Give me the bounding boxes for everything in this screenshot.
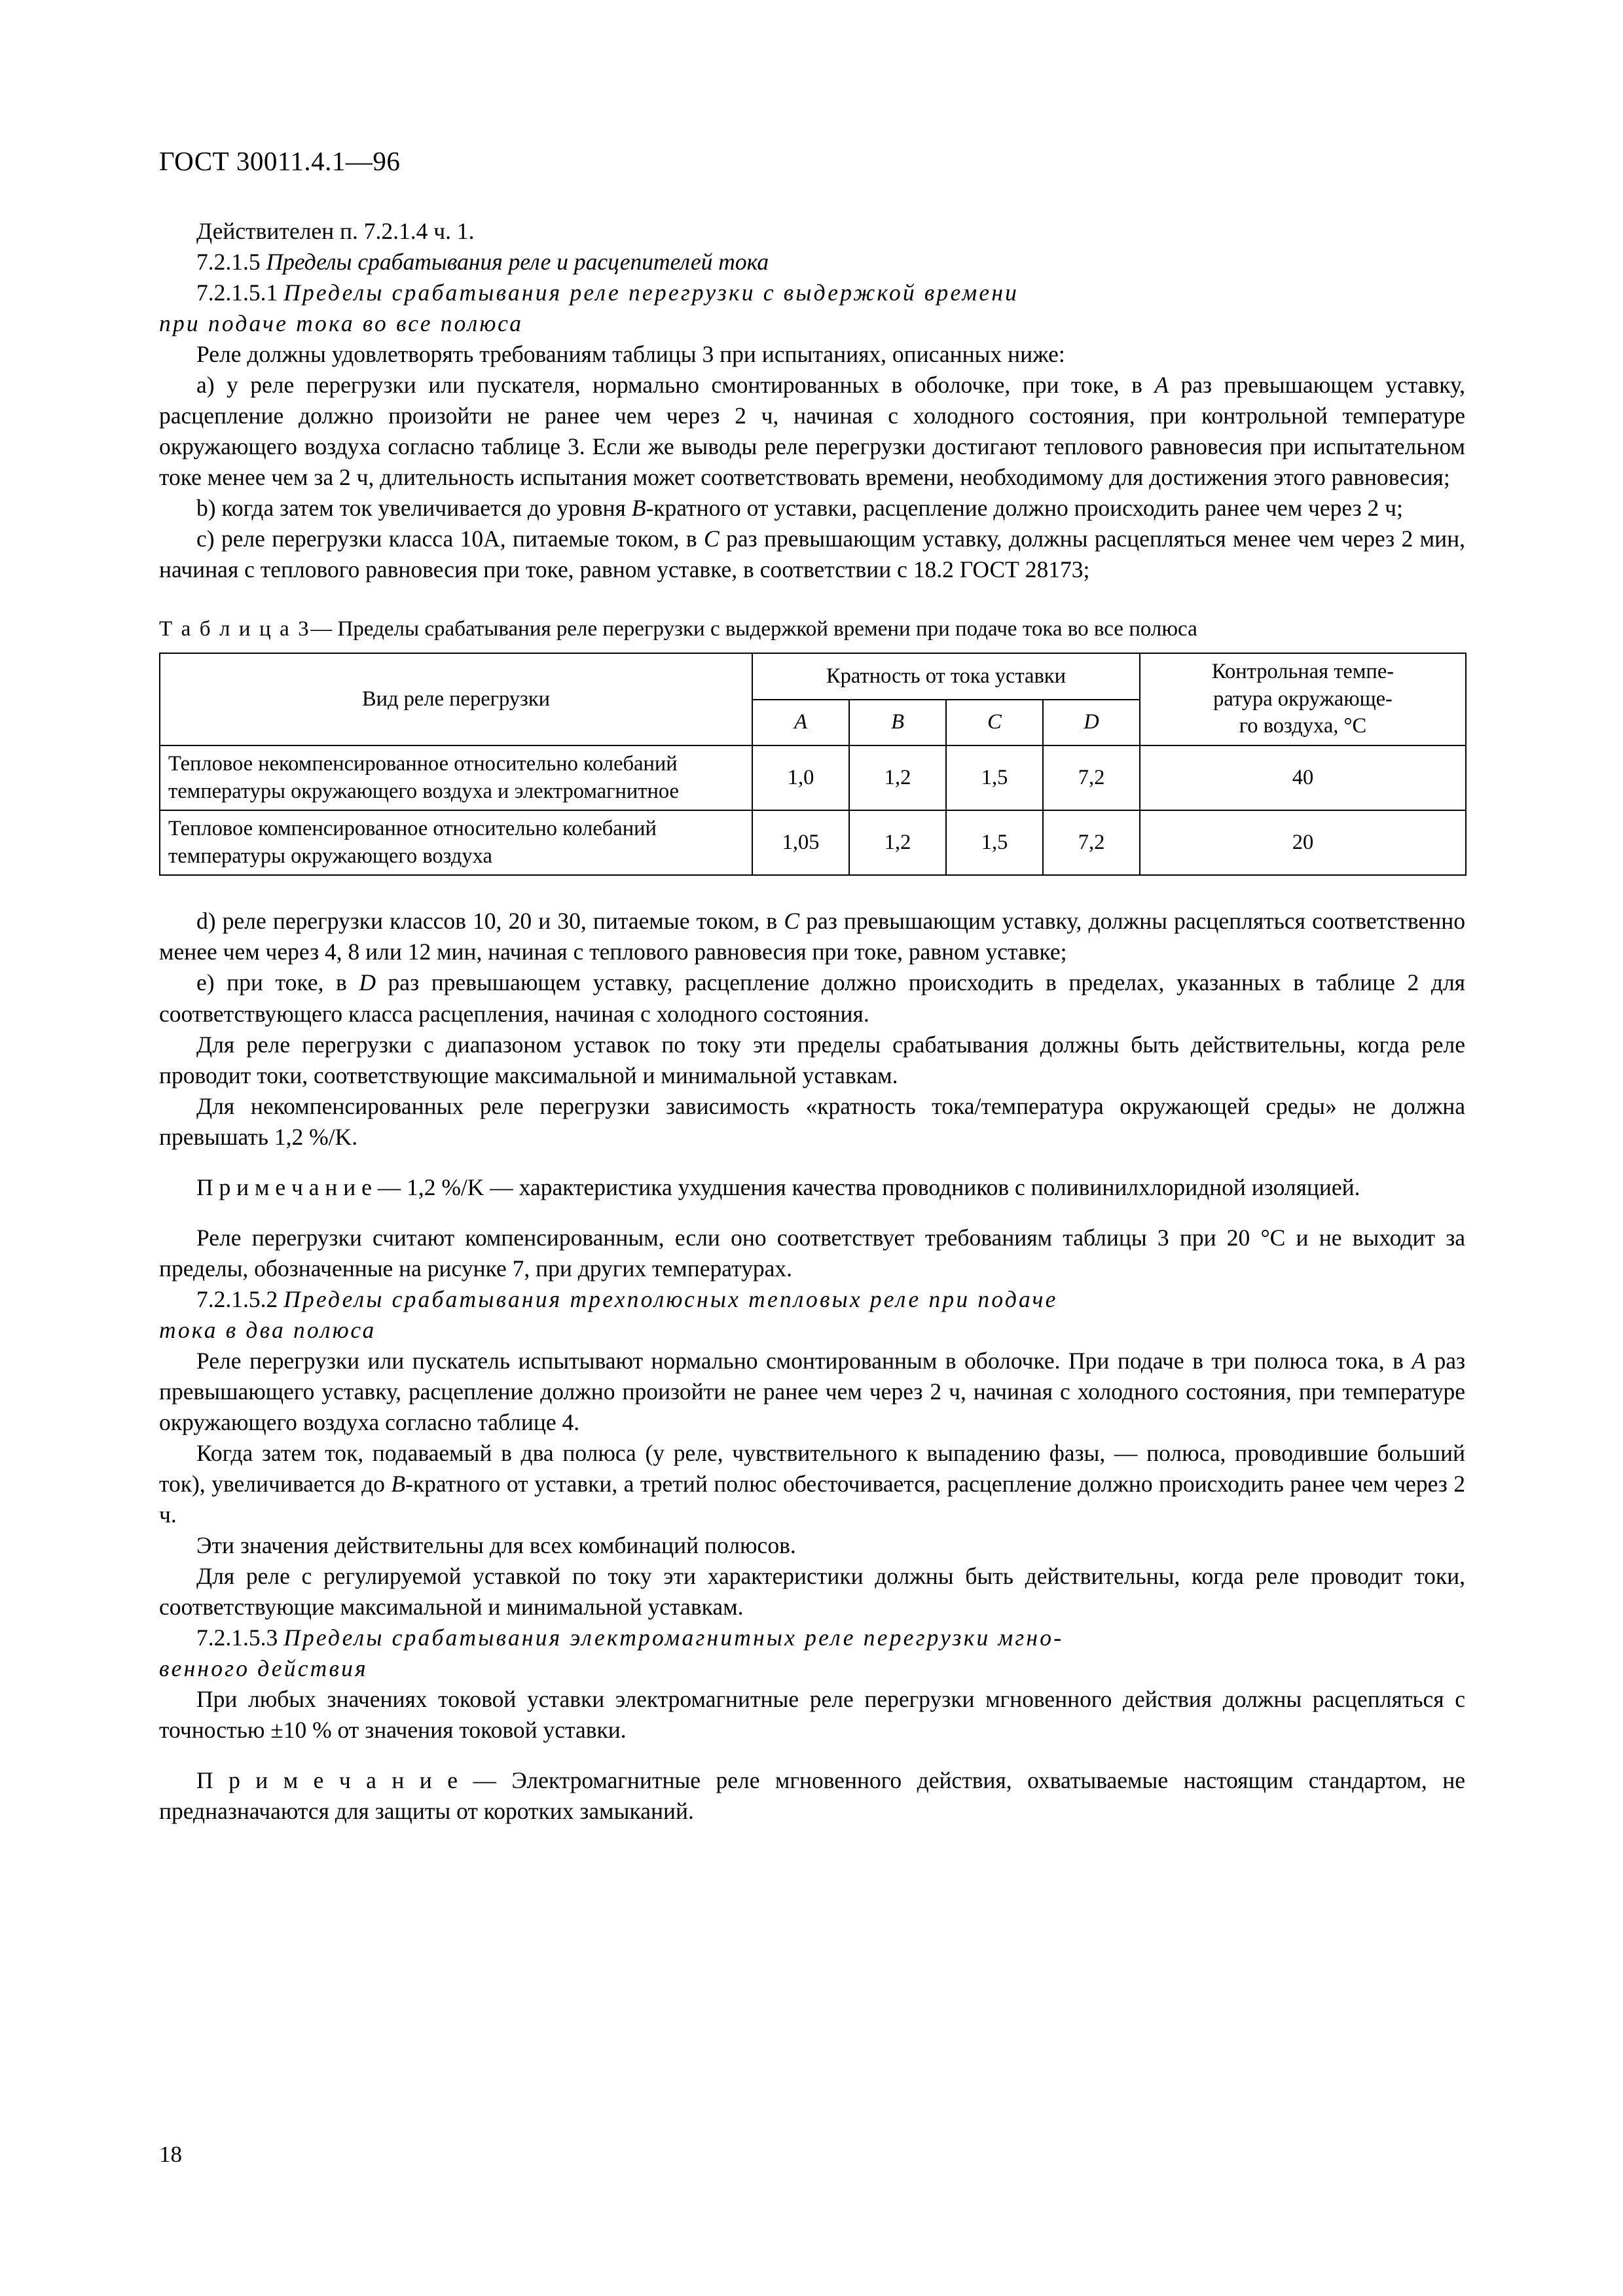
table-3-subcol-b: B bbox=[849, 700, 946, 745]
paragraph-setting-range: Для реле перегрузки с диапазоном уставок по току эти пределы срабатывания должны быть действительны, когда реле проводит токи, соответствующие максимальной и минимальной уставкам. bbox=[159, 1031, 1465, 1088]
table-3-subcol-a: A bbox=[752, 700, 849, 745]
table-3-caption-label: Т а б л и ц а 3 bbox=[159, 617, 311, 641]
list-item-e: e) при токе, в D раз превышающем уставку, расцепление должно происходить в пределах, указанных в таблице 2 для соответствующего класса расцепления, начиная с холодного состояния. bbox=[159, 969, 1465, 1027]
clause-7-2-1-5-1-heading bbox=[159, 278, 1465, 308]
table-3-col-group-multiple: Кратность от тока уставки bbox=[752, 653, 1140, 699]
table-3-row-1-c: 1,5 bbox=[946, 810, 1043, 875]
clause-7-2-1-5-1-title-line1: Пределы срабатывания реле перегрузки с выдержкой времени bbox=[283, 279, 1019, 306]
table-3-row-1-b: 1,2 bbox=[849, 810, 946, 875]
page-number: 18 bbox=[159, 2142, 182, 2167]
clause-7-2-1-5-3-title-line1: Пределы срабатывания электромагнитных реле перегрузки мгно- bbox=[283, 1624, 1064, 1651]
paragraph-7-2-1-5-2-a: Реле перегрузки или пускатель испытывают нормально смонтированным в оболочке. При подаче в три полюса тока, в A раз превышающего уставку, расцепление должно произойти не ранее чем через 2 ч, начиная с холодного состояния, при температуре окружающего воздуха согласно таблице 4. bbox=[159, 1347, 1466, 1435]
table-3-row-1-d: 7,2 bbox=[1043, 810, 1140, 875]
table-3-col-temperature-line1: Контрольная темпе- bbox=[1211, 660, 1395, 684]
clause-7-2-1-5-3-heading bbox=[159, 1623, 1465, 1653]
note-2 bbox=[159, 1765, 1465, 1827]
paragraph-7-2-1-5-2-c: Эти значения действительны для всех комбинаций полюсов. bbox=[196, 1532, 796, 1559]
table-3-col-temperature-line2: ратура окружающе- bbox=[1213, 687, 1393, 711]
clause-7-2-1-5-3-title-line2: венного действия bbox=[159, 1655, 368, 1682]
table-3-row-0-d: 7,2 bbox=[1043, 745, 1140, 810]
table-3-col-temperature-line3: го воздуха, °C bbox=[1239, 714, 1367, 738]
list-item-d: d) реле перегрузки классов 10, 20 и 30, питаемые током, в C раз превышающим уставку, должны расцепляться соответственно менее чем через 4, 8 или 12 мин, начиная с теплового равновесия при токе, равном уставке; bbox=[159, 908, 1465, 965]
list-item-a: a) у реле перегрузки или пускателя, нормально смонтированных в оболочке, при токе, в A раз превышающем уставку, расцепление должно произойти не ранее чем через 2 ч, начиная с холодного состояния, при контрольной температуре окружающего воздуха согласно таблице 3. Если же выводы реле перегрузки достигают теплового равновесия при испытательном токе менее чем за 2 ч, длительность испытания может соответствовать времени, необходимому для достижения этого равновесия; bbox=[159, 372, 1466, 491]
table-3-row-0-a: 1,0 bbox=[752, 745, 849, 810]
list-item-b: b) когда затем ток увеличивается до уровня B-кратного от уставки, расцепление должно происходить ранее чем через 2 ч; bbox=[196, 495, 1403, 522]
table-3-caption-text: — Пределы срабатывания реле перегрузки с выдержкой времени при подаче тока во все полюса bbox=[310, 617, 1197, 641]
clause-7-2-1-5-title: Пределы срабатывания реле и расцепителей тока bbox=[266, 249, 769, 276]
note-2-text: Электромагнитные реле мгновенного действия, охватываемые настоящим стандартом, не предназначаются для защиты от коротких замыканий. bbox=[159, 1767, 1465, 1825]
table-3-row-1-a: 1,05 bbox=[752, 810, 849, 875]
clause-7-2-1-5-2-title-line1: Пределы срабатывания трехполюсных тепловых реле при подаче bbox=[283, 1285, 1058, 1312]
table-3-row-1-type: Тепловое компенсированное относительно колебаний температуры окружающего воздуха bbox=[160, 810, 752, 875]
paragraph-uncompensated: Для некомпенсированных реле перегрузки зависимость «кратность тока/температура окружающей среды» не должна превышать 1,2 %/K. bbox=[159, 1092, 1465, 1150]
paragraph-7-2-1-5-2-b: Когда затем ток, подаваемый в два полюса (у реле, чувствительного к выпадению фазы, — полюса, проводившие больший ток), увеличивается до B-кратного от уставки, а третий полюс обесточивается, расцепление должно происходить ранее чем через 2 ч. bbox=[159, 1439, 1465, 1528]
clause-7-2-1-5-2-number: 7.2.1.5.2 bbox=[196, 1285, 278, 1312]
note-1 bbox=[159, 1172, 1465, 1203]
table-row bbox=[160, 745, 1466, 810]
table-3-subcol-d: D bbox=[1043, 700, 1140, 745]
table-3-row-1-temp: 20 bbox=[1140, 810, 1466, 875]
paragraph-compensated: Реле перегрузки считают компенсированным, если оно соответствует требованиям таблицы 3 при 20 °C и не выходит за пределы, обозначенные на рисунке 7, при других температурах. bbox=[159, 1224, 1465, 1282]
clause-7-2-1-5-3-number: 7.2.1.5.3 bbox=[196, 1624, 278, 1651]
table-row bbox=[160, 810, 1466, 875]
page-header-standard-code: ГОСТ 30011.4.1—96 bbox=[159, 146, 401, 176]
paragraph-relay-requirements: Реле должны удовлетворять требованиям таблицы 3 при испытаниях, описанных ниже: bbox=[196, 341, 1065, 368]
clause-7-2-1-5-number: 7.2.1.5 bbox=[196, 249, 261, 276]
list-item-c: c) реле перегрузки класса 10А, питаемые током, в C раз превышающим уставку, должны расцепляться менее чем через 2 мин, начиная с теплового равновесия при токе, равном уставке, в соответствии с 18.2 ГОСТ 28173; bbox=[159, 526, 1465, 583]
paragraph-7-2-1-5-3: При любых значениях токовой уставки электромагнитные реле перегрузки мгновенного действия должны расцепляться с точностью ±10 % от значения токовой уставки. bbox=[159, 1686, 1465, 1744]
clause-7-2-1-5-heading bbox=[159, 247, 1465, 278]
table-3-caption bbox=[159, 615, 1465, 643]
table-3-row-0-b: 1,2 bbox=[849, 745, 946, 810]
table-3 bbox=[159, 653, 1467, 876]
table-3-subcol-c: C bbox=[946, 700, 1043, 745]
table-3-col-temperature bbox=[1140, 653, 1466, 745]
clause-7-2-1-5-2-heading bbox=[159, 1284, 1465, 1315]
table-3-row-0-temp: 40 bbox=[1140, 745, 1466, 810]
note-1-text: 1,2 %/K — характеристика ухудшения качества проводников с поливинилхлоридной изоляцией. bbox=[407, 1174, 1360, 1200]
note-2-label: П р и м е ч а н и е — bbox=[196, 1767, 496, 1794]
table-3-row-0-c: 1,5 bbox=[946, 745, 1043, 810]
clause-7-2-1-5-2-title-line2: тока в два полюса bbox=[159, 1316, 376, 1343]
note-1-label: П р и м е ч а н и е — bbox=[196, 1174, 401, 1200]
table-header-row-1 bbox=[160, 653, 1466, 699]
clause-7-2-1-5-1-title-line2: при подаче тока во все полюса bbox=[159, 310, 524, 337]
paragraph-valid-clause: Действителен п. 7.2.1.4 ч. 1. bbox=[196, 218, 475, 244]
table-3-row-0-type: Тепловое некомпенсированное относительно колебаний температуры окружающего воздуха и электромагнитное bbox=[160, 745, 752, 810]
clause-7-2-1-5-1-number: 7.2.1.5.1 bbox=[196, 279, 278, 306]
table-3-col-type: Вид реле перегрузки bbox=[160, 653, 752, 745]
page-content bbox=[159, 216, 1465, 1827]
paragraph-7-2-1-5-2-d: Для реле с регулируемой уставкой по току эти характеристики должны быть действительны, когда реле проводит токи, соответствующие максимальной и минимальной уставкам. bbox=[159, 1563, 1465, 1621]
